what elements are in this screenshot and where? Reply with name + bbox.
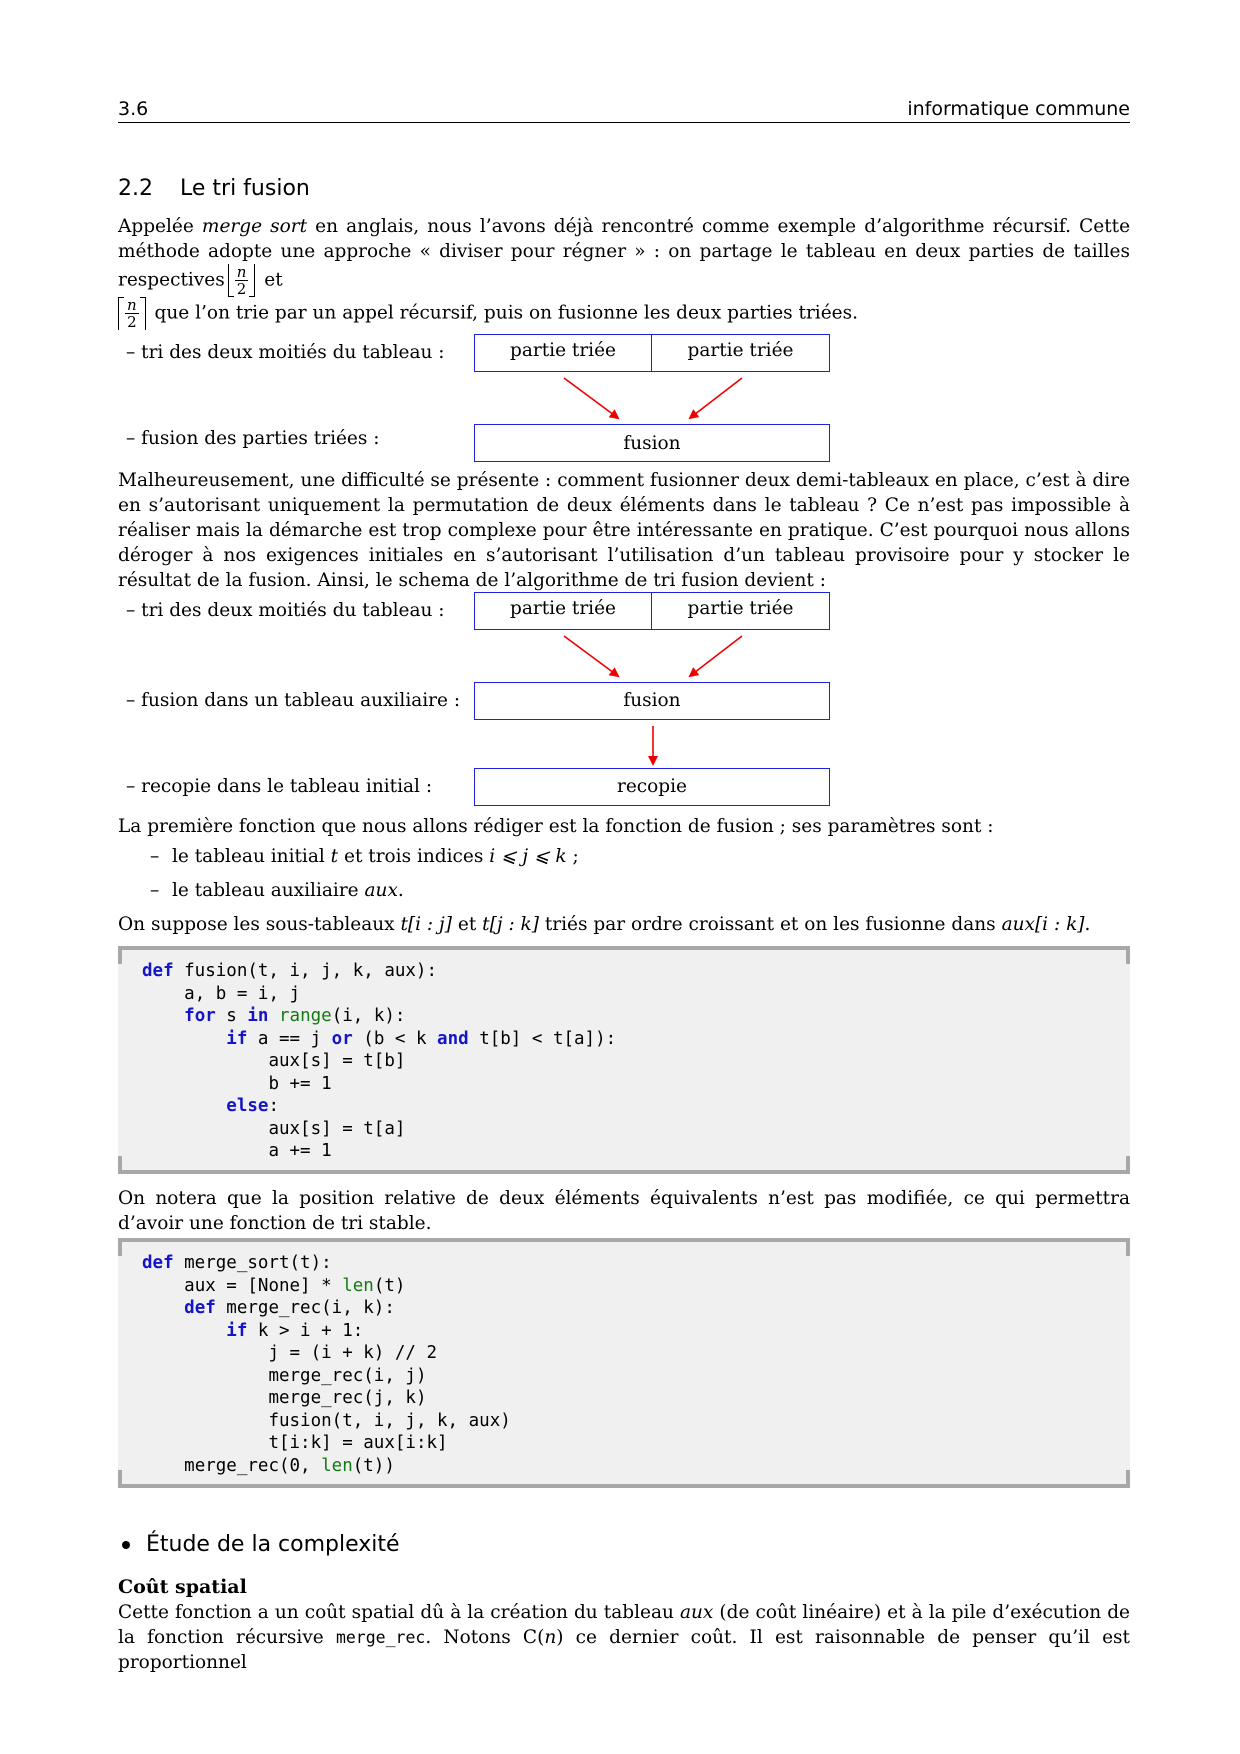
- arrow-left-to-fusion-2: [564, 636, 618, 676]
- diagram2-fusion-label: fusion: [623, 690, 681, 711]
- diagram2-box-right: partie triée: [687, 598, 794, 619]
- floor-n-over-2: $\frac{n}{2}$: [228, 264, 256, 297]
- subsection-title-text: Étude de la complexité: [146, 1532, 400, 1557]
- code-line: else:: [226, 1096, 279, 1116]
- section-number: 2.2: [118, 176, 153, 201]
- code-line: def fusion(t, i, j, k, aux):: [142, 961, 438, 981]
- code-line: aux = [None] * len(t): [184, 1275, 406, 1296]
- code-line: def merge_rec(i, k):: [184, 1298, 395, 1318]
- subsection-title: [118, 1532, 400, 1557]
- intro-text-2: en anglais, nous l’avons déjà rencontré comme exemple d’algorithme récursif. Cette méthode adopte une approche « diviser pour régner » : on partage le tableau en deux parties de tailles respectives: [118, 216, 1131, 291]
- code-line: merge_rec(0, len(t)): [184, 1455, 395, 1476]
- arrow-right-to-fusion-1: [690, 378, 742, 418]
- code-line: aux[s] = t[b]: [268, 1051, 406, 1071]
- code-line: t[i:k] = aux[i:k]: [268, 1433, 448, 1453]
- header-section-number: 3.6: [118, 98, 149, 120]
- diagram2-label-copy: – recopie dans le tableau initial :: [126, 776, 433, 797]
- bullet-dot: [122, 1541, 130, 1549]
- paragraph-spatial-cost: Cette fonction a un coût spatial dû à la création du tableau aux (de coût linéaire) et à la pile d’exécution de la fonction récursive merge_rec. Notons C(n) ce dernier coût. Il est raisonnable de penser qu’il est proportionnel: [118, 1602, 1130, 1673]
- code-line: a, b = i, j: [184, 983, 301, 1004]
- code-line: fusion(t, i, j, k, aux): [268, 1410, 511, 1431]
- param-item-1: – le tableau initial t et trois indices i ⩽ j ⩽ k ;: [150, 846, 579, 867]
- code-line: j = (i + k) // 2: [268, 1343, 438, 1363]
- paragraph-first-function: La première fonction que nous allons rédiger est la fonction de fusion ; ses paramètres sont :: [118, 816, 994, 837]
- code-block-fusion: [118, 946, 1130, 1174]
- diagram1-fusion-label: fusion: [623, 433, 681, 454]
- diagram2-copy-label: recopie: [617, 776, 687, 797]
- code-line: for s in range(i, k):: [184, 1006, 406, 1026]
- intro-text-4: que l’on trie par un appel récursif, puis on fusionne les deux parties triées.: [148, 302, 858, 324]
- code-line: if a == j or (b < k and t[b] < t[a]):: [226, 1028, 617, 1049]
- code-line: merge_rec(i, j): [268, 1365, 427, 1386]
- header-course-title: informatique commune: [907, 98, 1130, 120]
- section-title-text: Le tri fusion: [180, 176, 310, 201]
- diagram1-label-merge: – fusion des parties triées :: [126, 428, 380, 449]
- code-line: aux[s] = t[a]: [268, 1118, 406, 1139]
- paragraph-suppose: On suppose les sous-tableaux t[i : j] et t[j : k] triés par ordre croissant et on les fusionne dans aux[i : k].: [118, 914, 1091, 935]
- code-line: if k > i + 1:: [226, 1320, 364, 1341]
- intro-text-3: et: [258, 269, 283, 291]
- arrow-right-to-fusion-2: [690, 636, 742, 676]
- code-line: a += 1: [268, 1141, 332, 1161]
- code-line: merge_rec(j, k): [268, 1388, 427, 1408]
- param-item-2: – le tableau auxiliaire aux.: [150, 880, 404, 901]
- code-block-merge-sort: [118, 1238, 1130, 1488]
- ceil-n-over-2: $\frac{n}{2}$: [118, 297, 146, 330]
- intro-merge-sort: merge sort: [201, 216, 308, 237]
- bold-heading-spatial-cost: Coût spatial: [118, 1576, 247, 1598]
- diagram1-box-right: partie triée: [687, 340, 794, 361]
- arrow-left-to-fusion-1: [564, 378, 618, 418]
- diagram2-box-left: partie triée: [510, 598, 616, 619]
- paragraph-stable: On notera que la position relative de deux éléments équivalents n’est pas modifiée, ce qui permettra d’avoir une fonction de tri stable.: [118, 1188, 1130, 1234]
- intro-text-1: Appelée: [118, 216, 202, 237]
- diagram2-label-merge: – fusion dans un tableau auxiliaire :: [126, 690, 461, 711]
- diagram2-label-sort: – tri des deux moitiés du tableau :: [126, 600, 445, 621]
- code-line: def merge_sort(t):: [142, 1253, 332, 1273]
- code-line: b += 1: [268, 1073, 332, 1094]
- diagram1-label-sort: – tri des deux moitiés du tableau :: [126, 342, 445, 363]
- paragraph-difficulty: Malheureusement, une difficulté se présente : comment fusionner deux demi-tableaux en place, c’est à dire en s’autorisant uniquement la permutation de deux éléments dans le tableau ? Ce n’est pas impossible à réaliser mais la démarche est trop complexe pour être intéressante en pratique. C’est pourquoi nous allons déroger à nos exigences initiales en s’autorisant l’utilisation d’un tableau provisoire pour y stocker le résultat de la fusion. Ainsi, le schema de l’algorithme de tri fusion devient :: [118, 470, 1130, 591]
- diagram1-box-left: partie triée: [510, 340, 616, 361]
